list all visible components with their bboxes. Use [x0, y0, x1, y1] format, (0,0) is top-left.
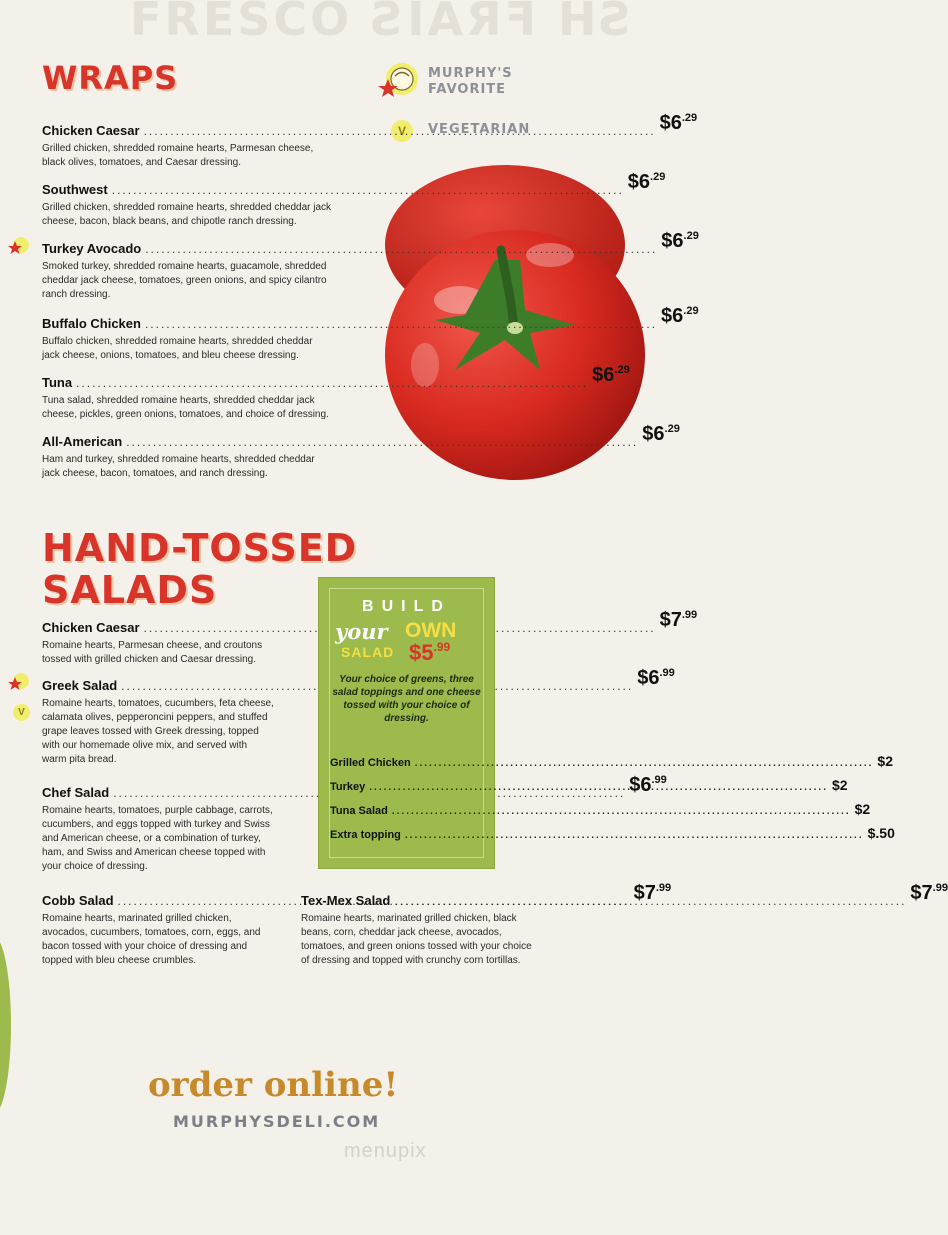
item-description: Smoked turkey, shredded romaine hearts, guacamole, shredded cheddar jack cheese, tomatoes, green onions, and spicy cilantro ranch dressing.: [42, 261, 327, 300]
legend-vegetarian: VEGETARIAN: [428, 122, 531, 137]
item-description: Tuna salad, shredded romaine hearts, shredded cheddar jack cheese, pickles, green onions, tomatoes, and choice of dressing.: [42, 395, 329, 420]
menu-item: [42, 305, 699, 363]
menu-item: [42, 364, 630, 422]
topping-row: [330, 801, 871, 817]
item-price: $\$6^{.29}$: [592, 364, 630, 386]
build-your: your: [335, 619, 388, 644]
watermark: menupix: [344, 1140, 427, 1162]
item-price: $\$6^{.99}$: [637, 667, 675, 689]
order-online-heading: order online!: [148, 1065, 399, 1105]
item-price: $\$7^{.99}$: [659, 609, 698, 631]
topping-price: $2: [877, 753, 893, 769]
item-price: $\$6^{.99}$: [629, 774, 667, 796]
item-price: $\$6^{.29}$: [627, 171, 666, 193]
build-description: Your choice of greens, three salad toppings and one cheese tossed with your choice of dressing.: [332, 674, 481, 724]
item-description: Romaine hearts, marinated grilled chicken, avocados, cucumbers, tomatoes, corn, eggs, and bacon tossed with your choice of dressing and topped with bleu cheese crumbles.: [42, 913, 261, 966]
menu-item: [42, 230, 699, 302]
salads-title: [42, 527, 357, 611]
website-link[interactable]: MURPHYSDELI.COM: [173, 1112, 381, 1131]
item-price: $\$6^{.29}$: [659, 112, 698, 134]
item-name: All-American: [42, 434, 123, 449]
wraps-title: WRAPS: [42, 59, 179, 97]
legend-favorite: [428, 66, 513, 98]
menu-item: [301, 882, 948, 968]
topping-price: $2: [854, 801, 871, 817]
topping-name: Grilled Chicken: [330, 757, 411, 769]
topping-name: Turkey: [330, 781, 366, 793]
item-name: Tex-Mex Salad: [301, 893, 391, 908]
item-description: Romaine hearts, Parmesan cheese, and croutons tossed with grilled chicken and Caesar dressing.: [42, 640, 263, 665]
item-price: $\$7^{.99}$: [633, 882, 672, 904]
item-name: Chicken Caesar: [42, 123, 140, 138]
item-price: $\$6^{.29}$: [661, 305, 699, 327]
salads-title-line2: SALADS: [42, 568, 218, 612]
topping-name: Tuna Salad: [330, 805, 388, 817]
item-name: Chicken Caesar: [42, 620, 140, 635]
favorite-star-icon: [8, 235, 30, 257]
item-name: Cobb Salad: [42, 893, 114, 908]
item-description: Grilled chicken, shredded romaine hearts, shredded cheddar jack cheese, bacon, black beans, and chipotle ranch dressing.: [42, 202, 332, 227]
item-name: Turkey Avocado: [42, 241, 142, 256]
build-salad: SALAD: [341, 644, 395, 660]
item-name: Chef Salad: [42, 785, 110, 800]
item-description: Grilled chicken, shredded romaine hearts, Parmesan cheese, black olives, tomatoes, and Caesar dressing.: [42, 143, 314, 168]
item-price: $\$7^{.99}$: [910, 882, 948, 904]
item-price: $\$6^{.29}$: [661, 230, 699, 252]
item-name: Southwest: [42, 182, 108, 197]
item-name: Greek Salad: [42, 678, 118, 693]
item-description: Buffalo chicken, shredded romaine hearts, shredded cheddar jack cheese, onions, tomatoes, and bleu cheese dressing.: [42, 336, 313, 361]
item-price: $\$6^{.29}$: [642, 423, 680, 445]
build-own: OWN: [405, 619, 457, 642]
item-name: Buffalo Chicken: [42, 316, 141, 331]
favorite-star-icon: [8, 671, 30, 693]
topping-name: Extra topping: [330, 829, 401, 841]
item-description: Romaine hearts, marinated grilled chicken, black beans, corn, cheddar jack cheese, avocados, tomatoes, and green onions tossed with your choice of dressing and topped with crunchy corn tortillas.: [301, 913, 532, 966]
topping-row: [330, 753, 893, 769]
item-description: Ham and turkey, shredded romaine hearts, shredded cheddar jack cheese, bacon, tomatoes, and ranch dressing.: [42, 454, 315, 479]
item-description: Romaine hearts, tomatoes, cucumbers, feta cheese, calamata olives, pepperoncini peppers, and stuffed grape leaves tossed with Greek dressing, topped with our homemade olive mix, and served with warm pita bread.: [42, 698, 274, 765]
topping-price: $2: [831, 777, 848, 793]
decorative-green-arc: [0, 935, 11, 1115]
vegetarian-icon: V: [13, 704, 30, 721]
legend-favorite-line2: FAVORITE: [428, 82, 507, 97]
salads-title-line1: HAND-TOSSED: [42, 526, 358, 570]
murphys-favorite-star-icon: [378, 60, 420, 102]
build-heading: BUILD: [362, 598, 451, 615]
topping-row: [330, 825, 895, 841]
topping-price: $.50: [867, 825, 895, 841]
menu-item: [42, 423, 680, 481]
menu-item: [42, 171, 666, 229]
item-description: Romaine hearts, tomatoes, purple cabbage, carrots, cucumbers, and eggs topped with turkey and Swiss and American cheese, or a combination of turkey, ham, and Swiss and American cheese topped with your choice of dressing.: [42, 805, 273, 872]
item-name: Tuna: [42, 375, 73, 390]
vegetarian-legend-icon: V: [391, 120, 413, 142]
build-price: $\$5^{.99}$: [409, 640, 451, 665]
legend-favorite-line1: MURPHY'S: [428, 66, 513, 81]
background-word: FRESCO ƧIAЯꟻ HƧ: [130, 0, 636, 46]
